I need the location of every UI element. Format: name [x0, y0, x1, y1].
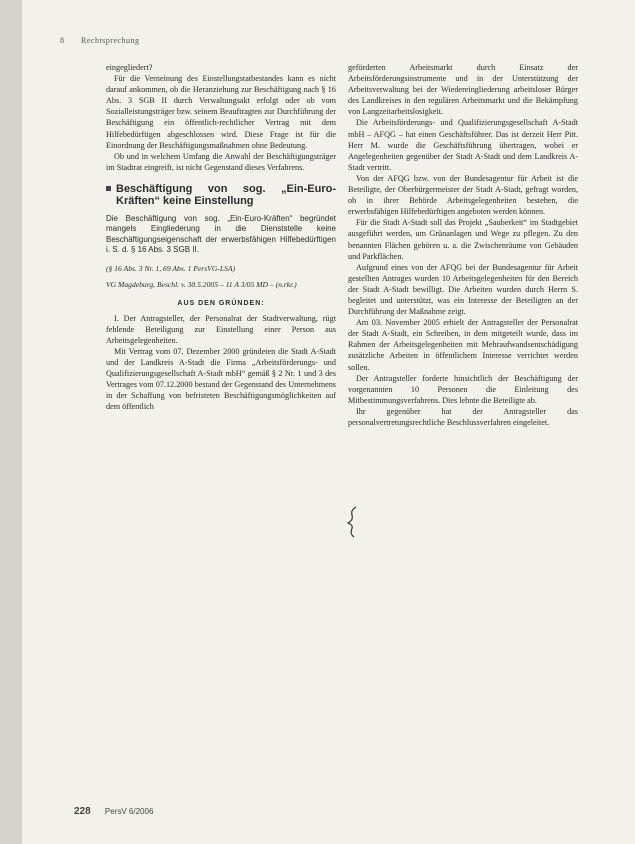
paragraph: Ob und in welchem Umfang die Anwahl der Beschäftigungsträger im Stadtrat eingreift, ist nicht Gegenstand dieses Verfahrens.: [106, 151, 336, 172]
page-number: 228: [74, 806, 91, 817]
section-heading: [106, 183, 336, 208]
paragraph: eingegliedert?: [106, 63, 153, 72]
paragraph: Ihr gegenüber hat der Antragsteller das personalvertretungsrechtliche Beschlussverfahren eingeleitet.: [348, 406, 578, 427]
norm-citation: (§ 16 Abs. 3 Nr. 1, 69 Abs. 1 PersVG-LSA): [106, 263, 236, 273]
subheading: AUS DEN GRÜNDEN:: [177, 299, 265, 307]
paragraph: Für die Verneinung des Einstellungstatbestandes kann es nicht darauf ankommen, ob die Heranziehung zur Beschäftigung nach § 16 Abs. 3 SGB II durch Verwaltungsakt erfolgt oder ob vom Sozialleistungsträger bzw. seinem Beauftragten zur Durchführung der Beschäftigung ein öffentlich-rechtlicher Vertrag mit dem Hilfebedürftigen abgeschlossen wird. Diese Frage ist für die Einordnung der Beschäftigungsmaßnahmen ohne Bedeutung.: [106, 74, 336, 150]
section-heading-text: Beschäftigung von sog. „Ein-Euro-Kräften“ keine Einstellung: [116, 182, 336, 208]
left-column: [106, 62, 336, 413]
paragraph: Der Antragsteller forderte hinsichtlich der Beschäftigung der vorgenannten 10 Personen die Einleitung des Mitbestimmungsverfahrens. Dies lehnte die Beteiligte ab.: [348, 373, 578, 405]
paragraph: Am 03. November 2005 erhielt der Antragsteller der Personalrat der Stadt A-Stadt, ein Schreiben, in dem mitgeteilt wurde, dass im Rahmen der Arbeitsgelegenheiten mit Mehraufwandsentschädigung zusätzliche Arbeiten in öffentlichem Interesse verrichtet werden sollen.: [348, 318, 578, 372]
court-citation: VG Magdeburg, Beschl. v. 30.5.2005 – 11 A 3/05 MD – (n.rkr.): [106, 279, 297, 289]
bullet-icon: [106, 186, 111, 191]
paragraph: Von der AFQG bzw. von der Bundesagentur für Arbeit ist die Beteiligte, der Oberbürgermeister der Stadt A-Stadt, gefragt worden, ob in ihrer Behörde Arbeitsgelegenheiten bestehen, die erwerbsfähigen Hilfebedürftigen angeboten werden können.: [348, 173, 578, 217]
paragraph: Die Arbeitsförderungs- und Qualifizierungsgesellschaft A-Stadt mbH – AFQG – hat einen Geschäftsführer. Das ist derzeit Herr Pitt. Herr M. wurde die Geschäftsführung übertragen, wobei er Angelegenheiten gegenüber der Stadt A-Stadt und dem Landkreis A-Stadt vertritt.: [348, 118, 578, 172]
paragraph: Aufgrund eines von der AFQG bei der Bundesagentur für Arbeit gestellten Antrages wurden 10 Arbeitsgelegenheiten für den Bereich der Stadt A-Stadt bewilligt. Die Arbeiten wurden durch Herrn S. begleitet und unterstützt, was ein Interesse der Beteiligten an der Durchführung der Maßnahme zeigt.: [348, 262, 578, 317]
paragraph: Mit Vertrag vom 07. Dezember 2000 gründeten die Stadt A-Stadt und der Landkreis A-Stadt die Firma „Arbeitsförderungs- und Qualifizierungsgesellschaft A-Stadt mbH“ gemäß § 2 Nr. 1 und 3 des Vertrages vom 07.12.2000 bestand der Gegenstand des Unternehmens in der Schaffung von befristeten Beschäftigungsmöglichkeiten auf dem öffentlich: [106, 346, 336, 412]
margin-scribble-icon: [344, 505, 360, 539]
right-column: [348, 62, 578, 428]
headnote: Die Beschäftigung von sog. „Ein-Euro-Kräften“ begründet mangels Eingliederung in die Dienststelle keine Beschäftigungseigenschaft der erwerbsfähigen Hilfebedürftigen i. S. d. § 16 Abs. 3 SGB II.: [106, 213, 336, 255]
paragraph: I. Der Antragsteller, der Personalrat der Stadtverwaltung, rügt fehlende Beteiligung zur Einstellung einer Person aus Arbeitsgelegenheiten.: [106, 313, 336, 345]
journal-issue: PersV 6/2006: [104, 807, 154, 816]
running-title: Rechtsprechung: [81, 36, 140, 45]
paragraph: Für die Stadt A-Stadt soll das Projekt „Sauberkeit“ im Stadtgebiet ausgeführt werden, um Grünanlagen und Wege zu pflegen. Zu den benannten Flächen gehören u. a. die Zwischenräume von Gebäuden und Parkflächen.: [348, 218, 578, 261]
header-mark: 8: [60, 36, 65, 45]
running-header: [60, 36, 580, 45]
document-page: [22, 0, 635, 844]
paragraph: geförderten Arbeitsmarkt durch Einsatz der Arbeitsförderungsinstrumente und in der Unterstützung der Arbeitsverwaltung bei der Wiedereingliederung arbeitsloser Bürger des Landkreises in den regulären Arbeitsmarkt und die Bekämpfung von Langzeitarbeitslosigkeit.: [348, 63, 578, 117]
page-footer: [74, 806, 153, 817]
